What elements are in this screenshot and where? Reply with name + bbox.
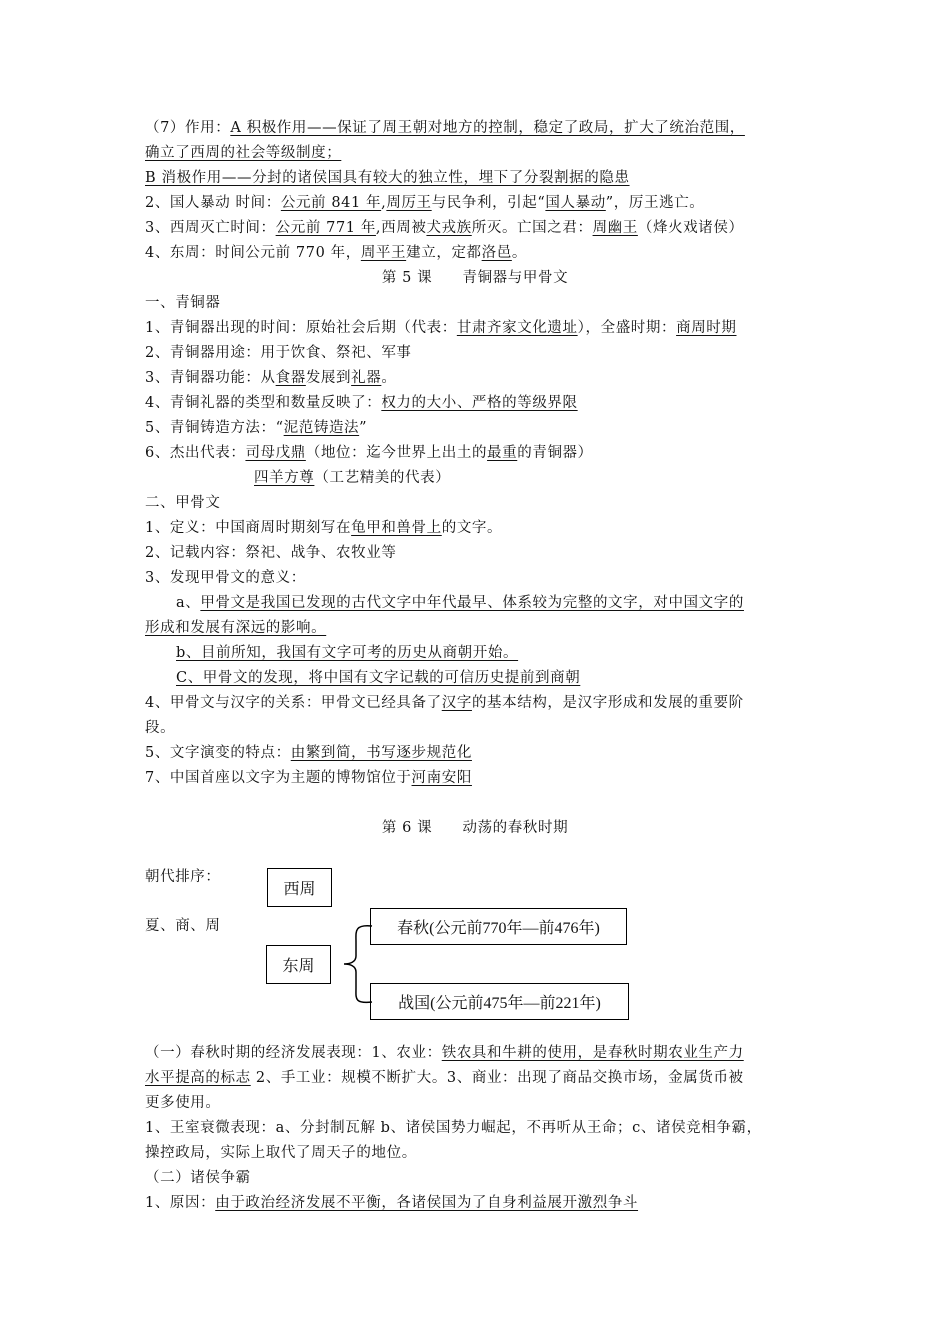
section-heading: （二）诸侯争霸: [145, 1170, 251, 1186]
text-segment: 4、青铜礼器的类型和数量反映了：: [145, 395, 382, 411]
underlined-text: 甲骨文是我国已发现的古代文字中年代最早、体系较为完整的文字，对中国文字的: [200, 595, 744, 611]
text-segment: a、: [176, 595, 201, 611]
warring-states-box: 战国(公元前475年—前221年): [370, 983, 629, 1020]
text-line: [145, 393, 578, 413]
text-segment: 操控政局，实际上取代了周天子的地位。: [145, 1145, 417, 1161]
text-line: [145, 693, 744, 713]
text-segment: 所灭。亡国之君：: [471, 220, 593, 236]
text-line: [145, 543, 396, 563]
text-segment: 2、青铜器用途：用于饮食、祭祀、军事: [145, 345, 412, 361]
text-segment: 。: [381, 370, 397, 386]
text-segment: 与民争利，引起“: [431, 195, 546, 211]
text-segment: （烽火戏诸侯）: [637, 220, 744, 236]
underlined-text: 河南安阳: [411, 770, 472, 786]
text-segment: ,: [381, 195, 387, 211]
underlined-text: 最重: [487, 445, 518, 461]
text-segment: 4、东周：时间公元前 770 年，: [145, 245, 361, 261]
text-line: [145, 343, 412, 363]
underlined-text: 周平王: [360, 245, 407, 261]
underlined-text: 洛邑: [481, 245, 512, 261]
text-line: [145, 143, 341, 163]
underlined-text: 确立了西周的社会等级制度；: [145, 145, 342, 161]
underlined-text: 汉字: [441, 695, 472, 711]
underlined-text: 公元前 771 年: [275, 220, 376, 236]
brace-connector: [330, 918, 375, 1010]
text-segment: 。: [511, 245, 527, 261]
text-segment: 1、原因：: [145, 1195, 216, 1211]
text-line: [145, 118, 745, 138]
text-segment: 更多使用。: [145, 1095, 221, 1111]
underlined-text: 犬戎族: [426, 220, 472, 236]
text-line: [145, 193, 704, 213]
text-segment: 4、甲骨文与汉字的关系：甲骨文已经具备了: [145, 695, 442, 711]
text-segment: 2、国人暴动 时间：: [145, 195, 281, 211]
underlined-text: 龟甲和兽骨上: [351, 520, 442, 536]
text-line: [145, 318, 737, 338]
text-line: [176, 668, 580, 688]
text-segment: ”，厉王逃亡。: [605, 195, 705, 211]
text-line: [145, 768, 472, 788]
spring-autumn-box: 春秋(公元前770年—前476年): [370, 908, 627, 945]
underlined-text: 由于政治经济发展不平衡，各诸侯国为了自身利益展开激烈争斗: [215, 1195, 639, 1211]
western-zhou-box: 西周: [267, 868, 332, 907]
lesson-6-title: 第 6 课 动荡的春秋时期: [381, 820, 569, 836]
dynasty-list: 夏、商、周: [145, 918, 221, 934]
text-segment: ”: [359, 420, 368, 436]
text-segment: （地位：迄今世界上出土的: [305, 445, 488, 461]
underlined-text: B 消极作用——分封的诸侯国具有较大的独立性，埋下了分裂割据的隐患: [145, 170, 630, 186]
underlined-text: 周厉王: [386, 195, 432, 211]
text-line: [145, 1043, 744, 1063]
text-segment: 3、发现甲骨文的意义：: [145, 570, 306, 586]
text-line: [176, 593, 744, 613]
text-segment: ），全盛时期：: [577, 320, 677, 336]
eastern-zhou-box: 东周: [266, 945, 331, 984]
text-segment: 3、西周灭亡时间：: [145, 220, 276, 236]
text-line: [145, 743, 472, 763]
text-line: [145, 218, 744, 238]
text-line: [145, 718, 175, 738]
text-line: [176, 643, 518, 663]
underlined-text: C、甲骨文的发现，将中国有文字记载的可信历史提前到商朝: [176, 670, 581, 686]
underlined-text: 权力的大小、严格的等级界限: [381, 395, 578, 411]
underlined-text: 铁农具和牛耕的使用，是春秋时期农业生产力: [441, 1045, 744, 1061]
text-segment: 3、青铜器功能：从: [145, 370, 276, 386]
underlined-text: 由繁到简，书写逐步规范化: [290, 745, 472, 761]
text-line: [145, 243, 527, 263]
text-line: [145, 1118, 762, 1138]
section-heading: 一、青铜器: [145, 295, 221, 311]
underlined-text: 礼器: [351, 370, 382, 386]
text-segment: 1、王室衰微表现：a、分封制瓦解 b、诸侯国势力崛起，不再听从王命；c、诸侯竞相争霸，: [145, 1120, 762, 1136]
text-segment: 发展到: [305, 370, 352, 386]
underlined-text: 泥范铸造法: [283, 420, 360, 436]
dynasty-order-label: 朝代排序：: [145, 869, 221, 885]
underlined-text: 水平提高的标志: [145, 1070, 251, 1086]
underlined-text: 四羊方尊: [254, 470, 315, 486]
section-heading: 二、甲骨文: [145, 495, 221, 511]
underlined-text: b、目前所知，我国有文字可考的历史从商朝开始。: [176, 645, 519, 661]
underlined-text: 公元前 841 年: [280, 195, 382, 211]
text-segment: 的基本结构，是汉字形成和发展的重要阶: [471, 695, 744, 711]
text-line: [145, 368, 396, 388]
text-segment: 7、中国首座以文字为主题的博物馆位于: [145, 770, 412, 786]
text-line: [145, 1193, 638, 1213]
text-segment: （工艺精美的代表）: [314, 470, 451, 486]
text-line: [145, 168, 630, 188]
text-segment: 6、杰出代表：: [145, 445, 246, 461]
text-segment: 1、定义：中国商周时期刻写在: [145, 520, 352, 536]
text-line: [145, 1068, 744, 1088]
text-line: [145, 1093, 221, 1113]
lesson-5-title: 第 5 课 青铜器与甲骨文: [381, 270, 569, 286]
text-segment: ,西周被: [375, 220, 427, 236]
underlined-text: 甘肃齐家文化遗址: [456, 320, 578, 336]
text-segment: 1、青铜器出现的时间：原始社会后期（代表：: [145, 320, 457, 336]
text-line: [145, 518, 502, 538]
underlined-text: 形成和发展有深远的影响。: [145, 620, 327, 636]
text-segment: 5、青铜铸造方法：“: [145, 420, 284, 436]
text-segment: 2、手工业：规模不断扩大。3、商业：出现了商品交换市场，金属货币被: [250, 1070, 744, 1086]
underlined-text: 国人暴动: [545, 195, 606, 211]
text-line: [145, 443, 593, 463]
text-line: [145, 618, 326, 638]
text-line: [145, 418, 367, 438]
text-line: [145, 1143, 417, 1163]
underlined-text: A 积极作用——保证了周王朝对地方的控制，稳定了政局，扩大了统治范围，: [230, 120, 745, 136]
text-line: [254, 468, 450, 488]
text-line: [145, 568, 306, 588]
text-segment: （一）春秋时期的经济发展表现：1、农业：: [145, 1045, 442, 1061]
text-segment: 的青铜器）: [517, 445, 593, 461]
text-segment: 5、文字演变的特点：: [145, 745, 291, 761]
text-segment: 2、记载内容：祭祀、战争、农牧业等: [145, 545, 397, 561]
underlined-text: 司母戊鼎: [245, 445, 306, 461]
text-segment: 的文字。: [441, 520, 503, 536]
text-segment: （7）作用：: [145, 120, 231, 136]
text-segment: 段。: [145, 720, 176, 736]
underlined-text: 食器: [275, 370, 306, 386]
text-segment: 建立，定都: [406, 245, 482, 261]
underlined-text: 商周时期: [676, 320, 737, 336]
underlined-text: 周幽王: [592, 220, 638, 236]
